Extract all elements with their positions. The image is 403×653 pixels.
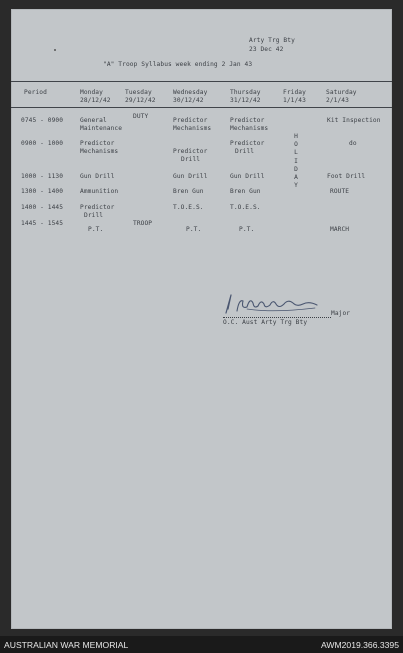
tuesday-heading: Tuesday [125,89,152,96]
schedule-cell: Mechanisms [80,148,119,155]
schedule-cell: Ammunition [80,188,119,195]
schedule-cell: Foot Drill [327,173,366,180]
schedule-cell: Predictor [230,117,265,124]
holiday-vertical-label [291,133,301,190]
period-cell: 1300 - 1400 [21,188,64,195]
schedule-cell: Predictor [80,204,115,211]
schedule-cell: P.T. [239,226,255,233]
schedule-cell: Predictor [80,140,115,147]
archive-footer [0,636,403,653]
ink-mark [54,49,56,51]
footer-institution: AUSTRALIAN WAR MEMORIAL [4,640,129,650]
holiday-letter: Y [294,182,298,190]
holiday-letter: H [294,133,298,140]
wednesday-heading: Wednesday [173,89,208,96]
schedule-cell: P.T. [88,226,104,233]
saturday-date: 2/1/43 [326,97,349,104]
handwritten-signature [217,289,327,317]
holiday-letter: I [294,157,298,165]
date-line: 23 Dec 42 [249,46,284,53]
holiday-letter: L [294,149,298,157]
schedule-cell: Drill [181,156,201,163]
holiday-letter: O [294,141,298,149]
signature-line [223,317,331,318]
period-cell: 1400 - 1445 [21,204,64,211]
schedule-cell: Predictor [230,140,265,147]
schedule-cell: T.O.E.S. [230,204,261,211]
unit-line: Arty Trg Bty [249,37,295,44]
signatory-rank: Major [331,310,351,317]
period-cell: 0745 - 0900 [21,117,64,124]
saturday-heading: Saturday [326,89,357,96]
tuesday-date: 29/12/42 [125,97,156,104]
schedule-cell: Drill [235,148,255,155]
schedule-cell: ROUTE [330,188,350,195]
period-heading: Period [24,89,47,96]
period-cell: 1445 - 1545 [21,220,64,227]
schedule-cell: General [80,117,107,124]
schedule-cell: Predictor [173,148,208,155]
holiday-letter: D [294,165,298,173]
schedule-cell: Gun Drill [173,173,208,180]
schedule-cell: TROOP [133,220,153,227]
period-cell: 1000 - 1130 [21,173,64,180]
thursday-heading: Thursday [230,89,261,96]
friday-date: 1/1/43 [283,97,306,104]
monday-date: 28/12/42 [80,97,111,104]
footer-accession-number: AWM2019.366.3395 [320,640,399,650]
header-bottom-rule [11,107,392,108]
schedule-cell: T.O.E.S. [173,204,204,211]
monday-heading: Monday [80,89,103,96]
schedule-cell: DUTY [133,113,149,120]
friday-heading: Friday [283,89,306,96]
schedule-cell: MARCH [330,226,350,233]
schedule-cell: Gun Drill [230,173,265,180]
period-cell: 0900 - 1000 [21,140,64,147]
schedule-cell: Mechanisms [173,125,212,132]
document-title: "A" Troop Syllabus week ending 2 Jan 43 [103,61,253,68]
holiday-letter: A [294,174,298,182]
schedule-cell: P.T. [186,226,202,233]
schedule-cell: Mechanisms [230,125,269,132]
schedule-cell: Predictor [173,117,208,124]
schedule-cell: Kit Inspection [327,117,381,124]
schedule-cell: Gun Drill [80,173,115,180]
schedule-cell: Bren Gun [230,188,261,195]
signatory-title: O.C. Aust Arty Trg Bty [223,319,308,326]
header-top-rule [11,81,392,82]
schedule-cell: Bren Gun [173,188,204,195]
thursday-date: 31/12/42 [230,97,261,104]
schedule-cell: Maintenance [80,125,123,132]
wednesday-date: 30/12/42 [173,97,204,104]
schedule-cell: do [349,140,357,147]
schedule-cell: Drill [84,212,104,219]
document-page [11,9,392,629]
